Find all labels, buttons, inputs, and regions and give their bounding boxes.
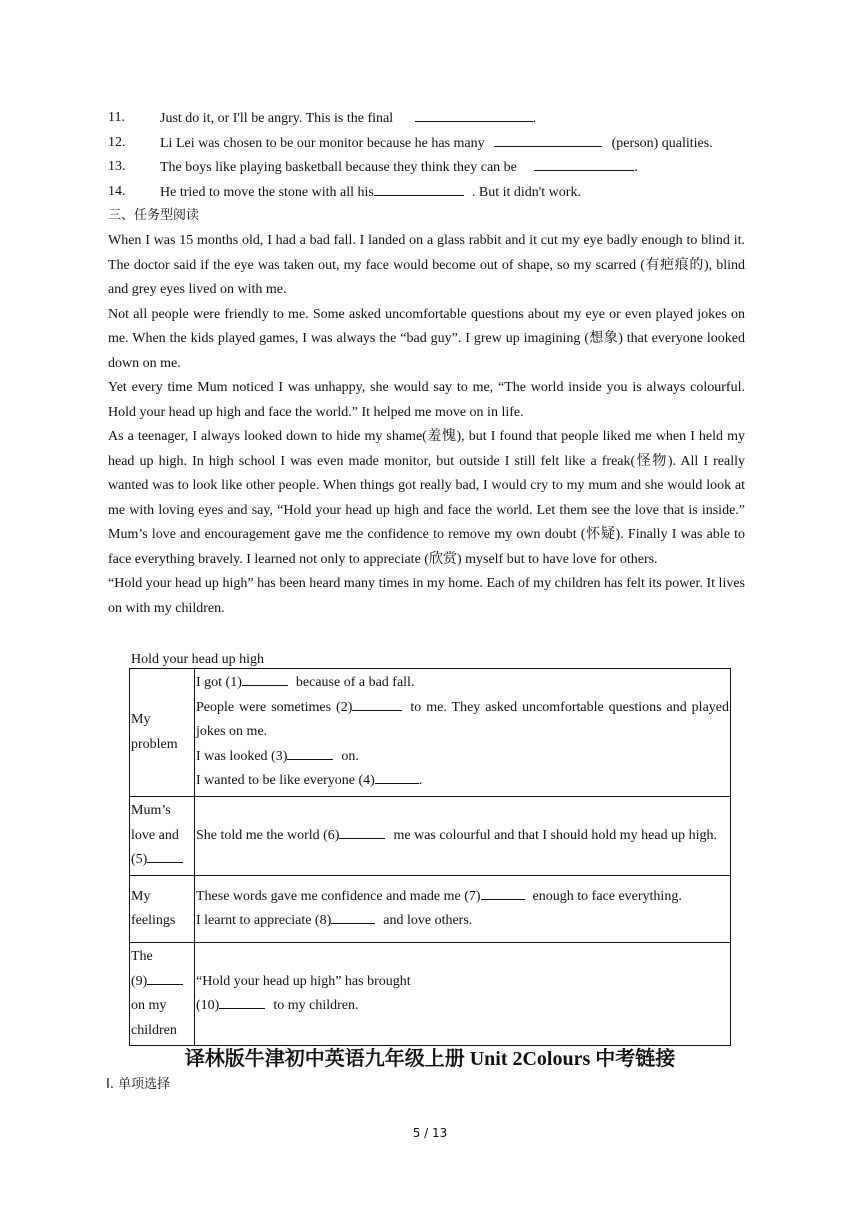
answer-blank-7[interactable]: [481, 885, 525, 900]
reading-paragraph: Yet every time Mum noticed I was unhappy, she would say to me, “The world inside you is always colourful. Hold your head up high and face the world.” It helped me move on in life.: [108, 380, 745, 420]
answer-blank-9[interactable]: [147, 970, 183, 985]
exercise-13: [108, 155, 748, 179]
row-heading: Mum’s love and (5): [130, 797, 195, 876]
row-heading: The (9) on my children: [130, 943, 195, 1046]
answer-blank[interactable]: [494, 131, 602, 147]
exercise-14: [108, 180, 748, 204]
table-row: [130, 669, 731, 797]
page-number: 5 / 13: [412, 1126, 448, 1140]
table-row: [130, 797, 731, 876]
row-content: “Hold your head up high” has brought (10) to my children.: [195, 943, 731, 1046]
exercise-text: The boys like playing basketball because they think they can be .: [160, 155, 638, 180]
exercise-text: He tried to move the stone with all his . But it didn't work.: [160, 180, 581, 205]
row-content: These words gave me confidence and made me (7) enough to face everything. I learnt to appreciate (8) and love others.: [195, 876, 731, 943]
row-content: I got (1) because of a bad fall. People were sometimes (2) to me. They asked uncomfortable questions and played jokes on me. I was looked (3) on. I wanted to be like everyone (4) .: [195, 669, 731, 797]
exercise-number: 11.: [108, 110, 125, 125]
exercise-12: [108, 131, 748, 155]
reading-paragraph: As a teenager, I always looked down to hide my shame(羞愧), but I found that people liked me when I held my head up high. In high school I was even made monitor, but outside I still felt like a freak(怪物). All I really wanted was to look like other people. When things got really bad, I would cry to my mum and she would look at me with loving eyes and say, “Hold your head up high and face the world. Let them see the love that is inside.” Mum’s love and encouragement gave me the confidence to remove my own doubt (怀疑). Finally I was able to face everything bravely. I learned not only to appreciate (欣赏) myself but to have love for others.: [108, 429, 745, 567]
exercise-number: 14.: [108, 184, 126, 199]
document-title: 译林版牛津初中英语九年级上册 Unit 2Colours 中考链接: [184, 1048, 676, 1070]
reading-passage: [108, 229, 745, 621]
answer-blank[interactable]: [415, 106, 533, 122]
reading-paragraph: Not all people were friendly to me. Some asked uncomfortable questions about my eye or even played jokes on me. When the kids played games, I was always the “bad guy”. I grew up imagining (想象) that everyone looked down on me.: [108, 306, 745, 371]
answer-blank[interactable]: [534, 155, 634, 171]
answer-blank-1[interactable]: [242, 671, 288, 686]
reading-paragraph: When I was 15 months old, I had a bad fall. I landed on a glass rabbit and it cut my eye badly enough to blind it. The doctor said if the eye was taken out, my face would become out of shape, so my scarred (有疤痕的), blind and grey eyes lived on with me.: [108, 233, 745, 297]
exercise-number: 13.: [108, 159, 126, 174]
answer-blank-10[interactable]: [219, 994, 265, 1009]
answer-blank-5[interactable]: [147, 848, 183, 863]
answer-blank-8[interactable]: [331, 909, 375, 924]
exercise-text: Li Lei was chosen to be our monitor because he has many (person) qualities.: [160, 131, 713, 156]
exercise-text: Just do it, or I'll be angry. This is the final .: [160, 106, 536, 131]
exercise-number: 12.: [108, 135, 126, 150]
answer-blank-2[interactable]: [352, 696, 402, 711]
task-table: [129, 668, 731, 1046]
answer-blank-6[interactable]: [339, 824, 385, 839]
reading-paragraph: “Hold your head up high” has been heard many times in my home. Each of my children has felt its power. It lives on with my children.: [108, 576, 745, 616]
exercise-11: [108, 106, 748, 130]
section-heading: Ⅰ. 单项选择: [106, 1077, 171, 1092]
row-content: She told me the world (6) me was colourful and that I should hold my head up high.: [195, 797, 731, 876]
table-row: [130, 943, 731, 1046]
row-heading: My problem: [130, 669, 195, 797]
section-heading: 三、任务型阅读: [108, 208, 200, 223]
answer-blank[interactable]: [374, 180, 464, 196]
answer-blank-4[interactable]: [375, 769, 419, 784]
answer-blank-3[interactable]: [287, 745, 333, 760]
table-caption: Hold your head up high: [131, 652, 264, 667]
row-heading: My feelings: [130, 876, 195, 943]
table-row: [130, 876, 731, 943]
